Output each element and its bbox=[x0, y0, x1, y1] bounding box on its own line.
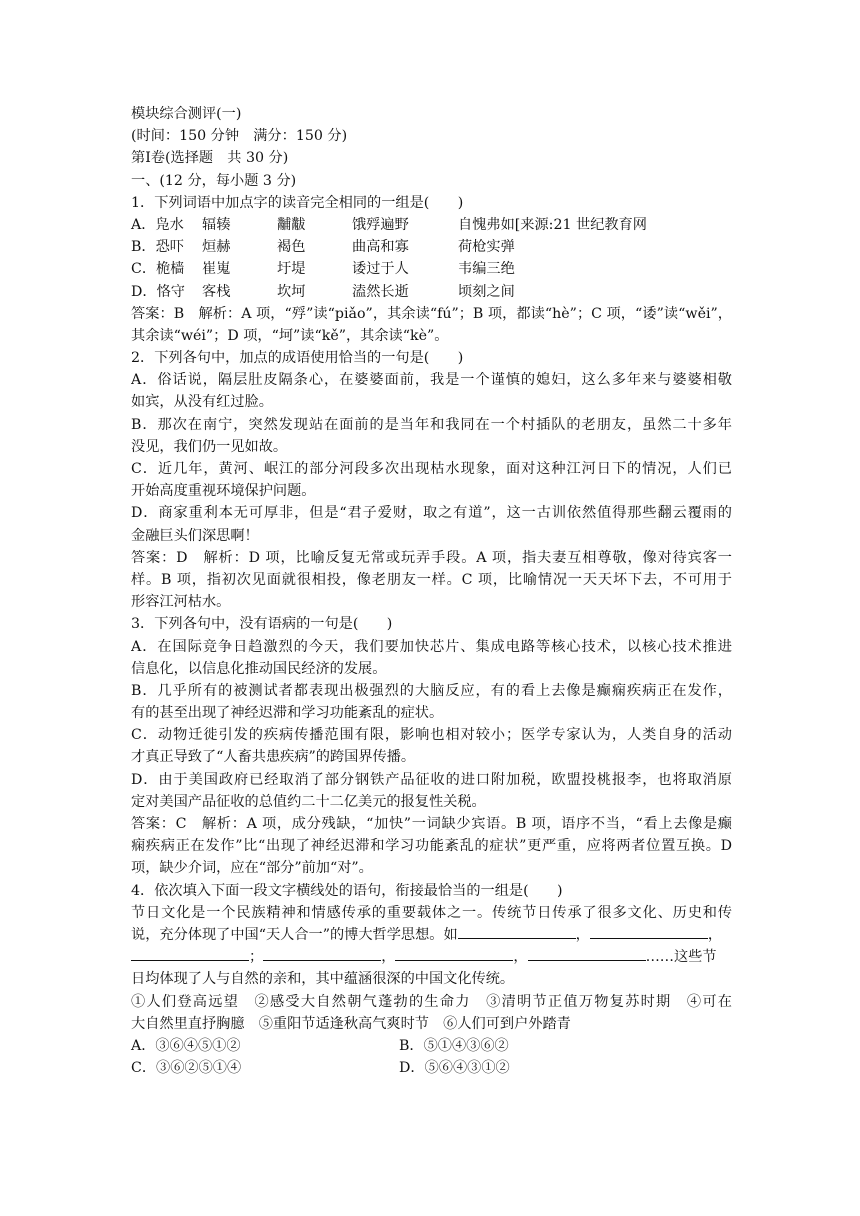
text-line: C．动物迁徙引发的疾病传播范围有限，影响也相对较小；医学专家认为，人类自身的活动 bbox=[131, 727, 732, 744]
question-2-stem: 2．下列各句中，加点的成语使用恰当的一句是( ) bbox=[131, 350, 464, 367]
word: 顷刻之间 bbox=[458, 283, 515, 300]
question-3-answer: 答案：C 解析：A 项，成分残缺，“加快”一词缺少宾语。B 项，语序不当，“看上去像是癫 bbox=[131, 816, 732, 832]
option-a: A．③⑥④⑤①② bbox=[131, 1037, 241, 1054]
text-line: 节日文化是一个民族精神和情感传承的重要载体之一。传统节日传承了很多文化、历史和传 bbox=[131, 904, 732, 921]
punct: ， bbox=[707, 926, 723, 943]
question-1-answer: 答案：B 解析：A 项，“殍”读“piǎo”，其余读“fú”；B 项，都读“hè”；C 项，“诿”读“wěi”， bbox=[131, 305, 732, 322]
text-line: 信息化，以信息化推动国民经济的发展。 bbox=[131, 660, 387, 677]
text-line: ①人们登高远望 ②感受大自然朝气蓬勃的生命力 ③清明节正值万物复苏时期 ④可在 bbox=[131, 993, 732, 1010]
word: 溘然长逝 bbox=[352, 283, 409, 300]
text-line: 项，缺少介词，应在“部分”前加“对”。 bbox=[131, 860, 373, 877]
word: 韦编三绝 bbox=[458, 261, 515, 278]
text-line: 没见，我们仍一见如故。 bbox=[131, 438, 288, 455]
word: A．凫水 bbox=[131, 216, 184, 233]
word: C．桅樯 bbox=[131, 261, 185, 278]
option-d: D．⑤⑥④③①② bbox=[399, 1060, 510, 1077]
text-line: A．在国际竞争日趋激烈的今天，我们要加快芯片、集成电路等核心技术，以核心技术推进 bbox=[131, 638, 732, 655]
text-line: A．俗话说，隔层肚皮隔条心，在婆婆面前，我是一个谨慎的媳妇，这么多年来与婆婆相敬 bbox=[131, 372, 732, 389]
word: 辐辏 bbox=[202, 216, 231, 233]
word: 饿殍遍野 bbox=[352, 216, 409, 233]
text-line: B．几乎所有的被测试者都表现出极强烈的大脑反应，有的看上去像是癫痫疾病正在发作， bbox=[131, 682, 732, 699]
fill-blank bbox=[458, 924, 576, 939]
fill-blank bbox=[263, 946, 381, 961]
option-b: B．⑤①④③⑥② bbox=[399, 1037, 509, 1054]
option-c: C．③⑥②⑤①④ bbox=[131, 1060, 242, 1077]
word: 黼黻 bbox=[277, 216, 306, 233]
text-line: 样。B 项，指初次见面就很相投，像老朋友一样。C 项，比喻情况一天天坏下去，不可用于 bbox=[131, 571, 732, 588]
punct: ， bbox=[575, 926, 590, 943]
text-line bbox=[131, 924, 732, 946]
punct: ； bbox=[249, 949, 264, 966]
word: 曲高和寡 bbox=[352, 239, 409, 256]
question-3-stem: 3．下列各句中，没有语病的一句是( ) bbox=[131, 616, 393, 633]
word: 坎坷 bbox=[277, 283, 306, 300]
question-1-option-b bbox=[131, 236, 732, 258]
text-line: 如宾，从没有红过脸。 bbox=[131, 394, 273, 411]
exam-meta: (时间：150 分钟 满分：150 分) bbox=[131, 128, 348, 145]
text-line: 大自然里直抒胸臆 ⑤重阳节适逢秋高气爽时节 ⑥人们可到户外踏青 bbox=[131, 1015, 571, 1032]
text-line: 开始高度重视环境保护问题。 bbox=[131, 483, 316, 500]
word: 崔嵬 bbox=[202, 261, 231, 278]
word: 荷枪实弹 bbox=[458, 239, 515, 256]
text-line: B．那次在南宁，突然发现站在面前的是当年和我同在一个村插队的老朋友，虽然二十多年 bbox=[131, 416, 732, 433]
text-line: D．由于美国政府已经取消了部分钢铁产品征收的进口附加税，欧盟投桃报李，也将取消原 bbox=[131, 771, 732, 788]
text-line: D．商家重利本无可厚非，但是“君子爱财，取之有道”，这一古训依然值得那些翻云覆雨的 bbox=[131, 505, 732, 522]
question-1-option-a bbox=[131, 214, 732, 236]
text-fragment: ……这些节 bbox=[645, 949, 717, 966]
text-line: 定对美国产品征收的总值约二十二亿美元的报复性关税。 bbox=[131, 793, 486, 810]
text-line: 有的甚至出现了神经迟滞和学习功能紊乱的症状。 bbox=[131, 705, 444, 722]
text-line: C．近几年，黄河、岷江的部分河段多次出现枯水现象，面对这种江河日下的情况，人们已 bbox=[131, 461, 732, 477]
fill-blank bbox=[590, 924, 708, 939]
word: 客栈 bbox=[202, 283, 231, 300]
fill-blank bbox=[528, 946, 646, 961]
question-2-answer: 答案：D 解析：D 项，比喻反复无常或玩弄手段。A 项，指夫妻互相尊敬，像对待宾客一 bbox=[131, 549, 732, 566]
section-heading: 一、(12 分，每小题 3 分) bbox=[131, 172, 297, 189]
page-title: 模块综合测评(一) bbox=[131, 106, 242, 122]
text-fragment: 说，充分体现了中国“天人合一”的博大哲学思想。如 bbox=[131, 926, 458, 943]
question-4-options-row bbox=[131, 1035, 732, 1057]
punct: ， bbox=[381, 949, 396, 966]
word: 圩堤 bbox=[277, 261, 306, 278]
punct: ， bbox=[513, 949, 528, 966]
text-line: 才真正导致了“人畜共患疾病”的跨国界传播。 bbox=[131, 749, 416, 766]
question-4-stem: 4．依次填入下面一段文字横线处的语句，衔接最恰当的一组是( ) bbox=[131, 882, 563, 899]
word: 自愧弗如[来源:21 世纪教育网 bbox=[458, 216, 647, 233]
text-line bbox=[131, 946, 732, 968]
word: 诿过于人 bbox=[352, 261, 409, 278]
fill-blank bbox=[131, 946, 249, 961]
question-1-stem: 1．下列词语中加点字的读音完全相同的一组是( ) bbox=[131, 194, 464, 211]
fill-blank bbox=[395, 946, 513, 961]
text-line: 痫疾病正在发作”比“出现了神经迟滞和学习功能紊乱的症状”更严重，应将两者位置互换。D bbox=[131, 838, 732, 855]
text-line: 日均体现了人与自然的亲和，其中蕴涵很深的中国文化传统。 bbox=[131, 971, 515, 988]
part-heading: 第Ⅰ卷(选择题 共 30 分) bbox=[131, 150, 289, 167]
question-1-option-c bbox=[131, 258, 732, 280]
word: 烜赫 bbox=[202, 239, 231, 256]
word: B．恐吓 bbox=[131, 239, 184, 256]
text-line: 形容江河枯水。 bbox=[131, 594, 231, 611]
word: D．恪守 bbox=[131, 283, 185, 300]
question-4-options-row bbox=[131, 1057, 732, 1079]
question-1-answer-cont: 其余读“wéi”；D 项，“坷”读“kě”，其余读“kè”。 bbox=[131, 327, 449, 344]
word: 褐色 bbox=[277, 239, 306, 256]
question-1-option-d bbox=[131, 281, 732, 303]
text-line: 金融巨头们深思啊！ bbox=[131, 527, 259, 544]
